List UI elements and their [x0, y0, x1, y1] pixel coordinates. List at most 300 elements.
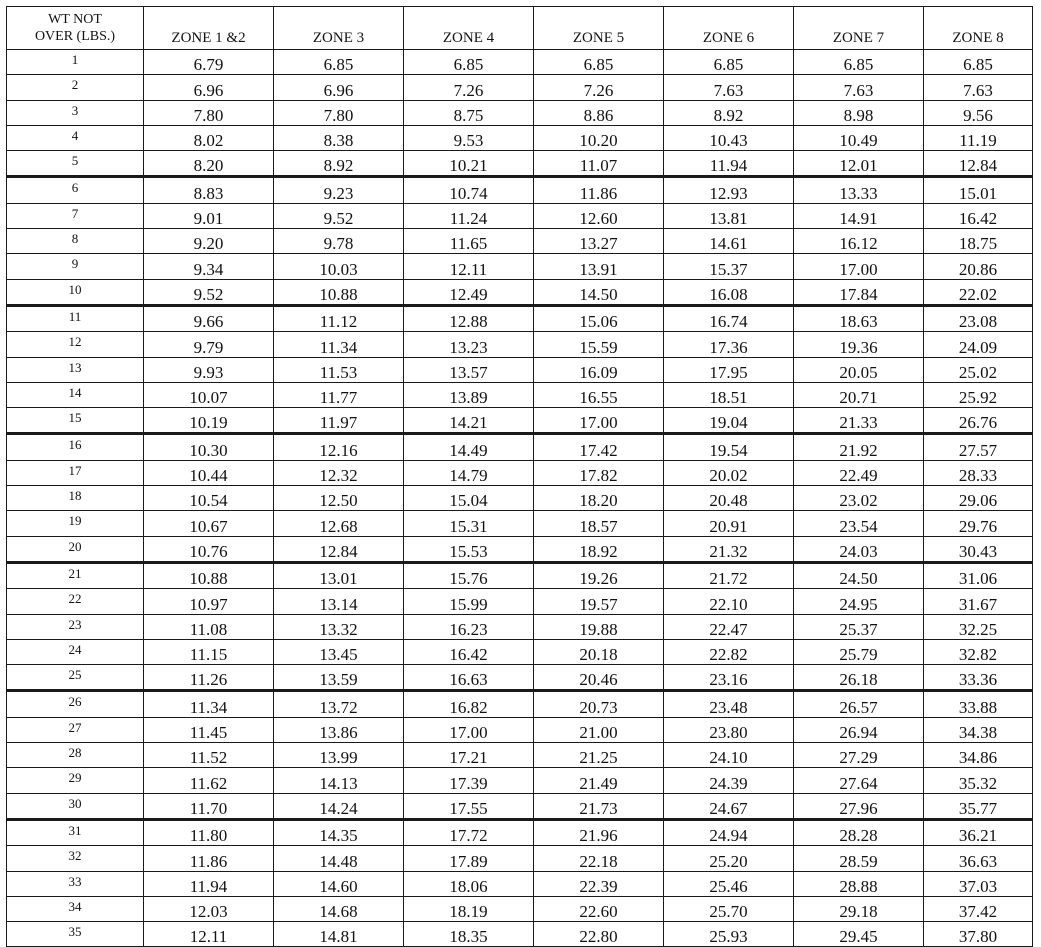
rate-cell: 14.21: [404, 408, 534, 434]
rate-cell: 37.42: [924, 896, 1033, 921]
rate-cell: 16.42: [404, 639, 534, 664]
rate-cell: 11.65: [404, 229, 534, 254]
rate-cell: 24.03: [794, 536, 924, 562]
rate-cell: 24.95: [794, 589, 924, 614]
rate-cell: 11.19: [924, 125, 1033, 150]
rate-cell: 27.64: [794, 768, 924, 793]
rate-cell: 11.07: [534, 151, 664, 177]
rate-cell: 11.52: [144, 743, 274, 768]
rate-cell: 23.02: [794, 486, 924, 511]
rate-cell: 12.84: [924, 151, 1033, 177]
rate-cell: 19.54: [664, 434, 794, 460]
weight-cell: 33: [7, 871, 144, 896]
weight-cell: 15: [7, 408, 144, 434]
rate-cell: 6.85: [404, 50, 534, 75]
table-row: [7, 382, 1033, 407]
rate-cell: 10.54: [144, 486, 274, 511]
rate-cell: 19.88: [534, 614, 664, 639]
table-row: [7, 125, 1033, 150]
rate-cell: 20.71: [794, 382, 924, 407]
weight-cell: 24: [7, 639, 144, 664]
rate-cell: 16.42: [924, 203, 1033, 228]
rate-cell: 19.57: [534, 589, 664, 614]
rate-cell: 29.45: [794, 922, 924, 947]
rate-cell: 12.16: [274, 434, 404, 460]
rate-cell: 10.44: [144, 460, 274, 485]
rate-cell: 14.79: [404, 460, 534, 485]
rate-cell: 15.76: [404, 562, 534, 588]
rate-cell: 14.24: [274, 793, 404, 819]
rate-cell: 25.46: [664, 871, 794, 896]
rate-cell: 13.27: [534, 229, 664, 254]
rate-cell: 6.85: [664, 50, 794, 75]
weight-cell: 35: [7, 922, 144, 947]
rate-cell: 24.94: [664, 819, 794, 845]
rate-cell: 15.06: [534, 305, 664, 331]
weight-cell: 8: [7, 229, 144, 254]
rate-cell: 20.86: [924, 254, 1033, 279]
rate-cell: 18.35: [404, 922, 534, 947]
rate-cell: 26.57: [794, 691, 924, 717]
rate-cell: 10.74: [404, 177, 534, 203]
rate-cell: 12.49: [404, 279, 534, 305]
rate-cell: 10.07: [144, 382, 274, 407]
rate-cell: 11.80: [144, 819, 274, 845]
rate-cell: 18.06: [404, 871, 534, 896]
table-row: [7, 50, 1033, 75]
table-row: [7, 203, 1033, 228]
rate-table: [6, 6, 1033, 947]
rate-cell: 8.92: [274, 151, 404, 177]
rate-cell: 31.06: [924, 562, 1033, 588]
rate-cell: 25.70: [664, 896, 794, 921]
table-row: [7, 536, 1033, 562]
rate-cell: 23.48: [664, 691, 794, 717]
weight-cell: 17: [7, 460, 144, 485]
rate-cell: 27.57: [924, 434, 1033, 460]
rate-cell: 29.06: [924, 486, 1033, 511]
table-row: [7, 871, 1033, 896]
rate-cell: 9.52: [144, 279, 274, 305]
rate-cell: 7.63: [924, 75, 1033, 100]
rate-cell: 21.32: [664, 536, 794, 562]
rate-cell: 23.16: [664, 665, 794, 691]
rate-cell: 8.92: [664, 100, 794, 125]
weight-cell: 32: [7, 846, 144, 871]
table-row: [7, 100, 1033, 125]
rate-cell: 6.85: [274, 50, 404, 75]
rate-cell: 13.14: [274, 589, 404, 614]
rate-cell: 23.08: [924, 305, 1033, 331]
rate-cell: 15.04: [404, 486, 534, 511]
rate-cell: 18.20: [534, 486, 664, 511]
rate-cell: 22.80: [534, 922, 664, 947]
rate-cell: 9.56: [924, 100, 1033, 125]
rate-cell: 32.82: [924, 639, 1033, 664]
rate-cell: 16.74: [664, 305, 794, 331]
rate-cell: 14.61: [664, 229, 794, 254]
rate-cell: 16.23: [404, 614, 534, 639]
rate-cell: 13.99: [274, 743, 404, 768]
rate-cell: 28.88: [794, 871, 924, 896]
rate-cell: 26.94: [794, 717, 924, 742]
rate-cell: 22.47: [664, 614, 794, 639]
rate-cell: 25.79: [794, 639, 924, 664]
weight-cell: 19: [7, 511, 144, 536]
rate-cell: 18.92: [534, 536, 664, 562]
rate-cell: 11.97: [274, 408, 404, 434]
rate-cell: 10.67: [144, 511, 274, 536]
rate-cell: 10.49: [794, 125, 924, 150]
rate-cell: 17.82: [534, 460, 664, 485]
rate-cell: 6.96: [144, 75, 274, 100]
rate-cell: 21.92: [794, 434, 924, 460]
table-row: [7, 846, 1033, 871]
rate-cell: 16.82: [404, 691, 534, 717]
rate-cell: 25.20: [664, 846, 794, 871]
rate-cell: 15.37: [664, 254, 794, 279]
rate-cell: 8.38: [274, 125, 404, 150]
rate-cell: 6.85: [794, 50, 924, 75]
table-header: [7, 7, 1033, 50]
rate-cell: 26.18: [794, 665, 924, 691]
rate-cell: 21.49: [534, 768, 664, 793]
table-row: [7, 639, 1033, 664]
weight-cell: 12: [7, 332, 144, 357]
rate-cell: 17.42: [534, 434, 664, 460]
table-row: [7, 408, 1033, 434]
rate-cell: 19.04: [664, 408, 794, 434]
rate-cell: 10.88: [274, 279, 404, 305]
rate-cell: 16.63: [404, 665, 534, 691]
rate-cell: 9.20: [144, 229, 274, 254]
rate-cell: 17.95: [664, 357, 794, 382]
rate-cell: 13.23: [404, 332, 534, 357]
rate-cell: 18.19: [404, 896, 534, 921]
rate-cell: 18.75: [924, 229, 1033, 254]
rate-cell: 15.53: [404, 536, 534, 562]
rate-cell: 9.34: [144, 254, 274, 279]
table-row: [7, 434, 1033, 460]
rate-cell: 21.00: [534, 717, 664, 742]
rate-cell: 35.32: [924, 768, 1033, 793]
weight-cell: 21: [7, 562, 144, 588]
rate-cell: 11.94: [664, 151, 794, 177]
table-row: [7, 305, 1033, 331]
rate-cell: 16.12: [794, 229, 924, 254]
rate-cell: 21.73: [534, 793, 664, 819]
rate-cell: 13.89: [404, 382, 534, 407]
rate-cell: 17.21: [404, 743, 534, 768]
rate-cell: 37.03: [924, 871, 1033, 896]
weight-cell: 26: [7, 691, 144, 717]
rate-cell: 34.86: [924, 743, 1033, 768]
rate-cell: 27.29: [794, 743, 924, 768]
rate-cell: 12.03: [144, 896, 274, 921]
rate-cell: 8.98: [794, 100, 924, 125]
weight-cell: 2: [7, 75, 144, 100]
rate-cell: 26.76: [924, 408, 1033, 434]
zone-column-header: ZONE 8: [924, 7, 1033, 50]
rate-cell: 11.24: [404, 203, 534, 228]
weight-cell: 7: [7, 203, 144, 228]
rate-cell: 12.32: [274, 460, 404, 485]
zone-column-header: ZONE 5: [534, 7, 664, 50]
rate-cell: 6.96: [274, 75, 404, 100]
rate-cell: 27.96: [794, 793, 924, 819]
table-row: [7, 922, 1033, 947]
rate-cell: 22.18: [534, 846, 664, 871]
rate-cell: 11.53: [274, 357, 404, 382]
rate-cell: 12.68: [274, 511, 404, 536]
rate-cell: 21.96: [534, 819, 664, 845]
rate-cell: 28.28: [794, 819, 924, 845]
rate-cell: 7.80: [274, 100, 404, 125]
weight-cell: 14: [7, 382, 144, 407]
rate-cell: 13.45: [274, 639, 404, 664]
rate-cell: 11.86: [144, 846, 274, 871]
weight-cell: 30: [7, 793, 144, 819]
table-row: [7, 614, 1033, 639]
rate-cell: 12.50: [274, 486, 404, 511]
table-row: [7, 460, 1033, 485]
rate-cell: 10.19: [144, 408, 274, 434]
rate-cell: 11.62: [144, 768, 274, 793]
rate-cell: 20.05: [794, 357, 924, 382]
rate-cell: 7.63: [794, 75, 924, 100]
rate-cell: 22.10: [664, 589, 794, 614]
table-row: [7, 279, 1033, 305]
rate-cell: 10.30: [144, 434, 274, 460]
rate-cell: 20.02: [664, 460, 794, 485]
table-row: [7, 562, 1033, 588]
rate-cell: 18.63: [794, 305, 924, 331]
rate-cell: 25.92: [924, 382, 1033, 407]
rate-cell: 10.43: [664, 125, 794, 150]
rate-cell: 9.01: [144, 203, 274, 228]
rate-cell: 14.48: [274, 846, 404, 871]
rate-cell: 13.33: [794, 177, 924, 203]
rate-cell: 9.79: [144, 332, 274, 357]
rate-cell: 25.93: [664, 922, 794, 947]
rate-cell: 33.88: [924, 691, 1033, 717]
rate-cell: 14.49: [404, 434, 534, 460]
rate-cell: 15.31: [404, 511, 534, 536]
rate-cell: 19.26: [534, 562, 664, 588]
rate-cell: 20.18: [534, 639, 664, 664]
rate-cell: 37.80: [924, 922, 1033, 947]
rate-cell: 11.70: [144, 793, 274, 819]
rate-cell: 17.55: [404, 793, 534, 819]
rate-cell: 17.00: [794, 254, 924, 279]
table-row: [7, 357, 1033, 382]
rate-cell: 6.85: [924, 50, 1033, 75]
rate-cell: 13.72: [274, 691, 404, 717]
rate-cell: 13.81: [664, 203, 794, 228]
zone-column-header: ZONE 3: [274, 7, 404, 50]
rate-cell: 11.34: [274, 332, 404, 357]
rate-cell: 17.39: [404, 768, 534, 793]
weight-cell: 6: [7, 177, 144, 203]
rate-cell: 8.02: [144, 125, 274, 150]
rate-cell: 20.48: [664, 486, 794, 511]
rate-cell: 6.79: [144, 50, 274, 75]
table-row: [7, 177, 1033, 203]
rate-cell: 14.91: [794, 203, 924, 228]
rate-cell: 29.18: [794, 896, 924, 921]
table-row: [7, 511, 1033, 536]
rate-cell: 24.50: [794, 562, 924, 588]
table-row: [7, 151, 1033, 177]
header-row: [7, 7, 1033, 50]
rate-cell: 22.60: [534, 896, 664, 921]
rate-cell: 13.01: [274, 562, 404, 588]
table-row: [7, 743, 1033, 768]
rate-cell: 20.91: [664, 511, 794, 536]
rate-cell: 28.33: [924, 460, 1033, 485]
rate-cell: 18.51: [664, 382, 794, 407]
table-row: [7, 793, 1033, 819]
table-row: [7, 75, 1033, 100]
rate-cell: 7.63: [664, 75, 794, 100]
rate-cell: 34.38: [924, 717, 1033, 742]
rate-cell: 9.52: [274, 203, 404, 228]
table-row: [7, 254, 1033, 279]
rate-cell: 14.68: [274, 896, 404, 921]
weight-cell: 22: [7, 589, 144, 614]
rate-cell: 13.91: [534, 254, 664, 279]
weight-cell: 13: [7, 357, 144, 382]
weight-cell: 23: [7, 614, 144, 639]
zone-column-header: ZONE 4: [404, 7, 534, 50]
weight-cell: 20: [7, 536, 144, 562]
rate-cell: 17.36: [664, 332, 794, 357]
rate-cell: 11.26: [144, 665, 274, 691]
rate-cell: 24.10: [664, 743, 794, 768]
rate-cell: 7.26: [534, 75, 664, 100]
rate-cell: 31.67: [924, 589, 1033, 614]
rate-cell: 12.84: [274, 536, 404, 562]
rate-cell: 14.81: [274, 922, 404, 947]
rate-cell: 9.53: [404, 125, 534, 150]
weight-cell: 27: [7, 717, 144, 742]
rate-cell: 11.34: [144, 691, 274, 717]
rate-cell: 28.59: [794, 846, 924, 871]
rate-cell: 12.11: [144, 922, 274, 947]
rate-cell: 8.86: [534, 100, 664, 125]
table-row: [7, 691, 1033, 717]
zone-column-header: ZONE 6: [664, 7, 794, 50]
weight-cell: 1: [7, 50, 144, 75]
table-row: [7, 589, 1033, 614]
rate-cell: 8.75: [404, 100, 534, 125]
weight-cell: 5: [7, 151, 144, 177]
rate-cell: 23.54: [794, 511, 924, 536]
rate-cell: 20.73: [534, 691, 664, 717]
weight-cell: 31: [7, 819, 144, 845]
rate-cell: 8.83: [144, 177, 274, 203]
table-row: [7, 768, 1033, 793]
rate-cell: 16.09: [534, 357, 664, 382]
rate-cell: 13.86: [274, 717, 404, 742]
rate-cell: 13.32: [274, 614, 404, 639]
rate-cell: 14.13: [274, 768, 404, 793]
weight-cell: 25: [7, 665, 144, 691]
rate-cell: 35.77: [924, 793, 1033, 819]
rate-cell: 14.35: [274, 819, 404, 845]
rate-cell: 11.08: [144, 614, 274, 639]
table-row: [7, 332, 1033, 357]
rate-cell: 15.01: [924, 177, 1033, 203]
rate-cell: 11.15: [144, 639, 274, 664]
rate-cell: 10.97: [144, 589, 274, 614]
rate-cell: 7.26: [404, 75, 534, 100]
rate-cell: 10.76: [144, 536, 274, 562]
rate-cell: 11.77: [274, 382, 404, 407]
rate-cell: 30.43: [924, 536, 1033, 562]
rate-cell: 11.86: [534, 177, 664, 203]
weight-cell: 29: [7, 768, 144, 793]
rate-cell: 22.02: [924, 279, 1033, 305]
rate-cell: 25.37: [794, 614, 924, 639]
rate-cell: 24.67: [664, 793, 794, 819]
rate-cell: 10.20: [534, 125, 664, 150]
rate-cell: 9.23: [274, 177, 404, 203]
weight-cell: 18: [7, 486, 144, 511]
table-row: [7, 819, 1033, 845]
rate-cell: 13.59: [274, 665, 404, 691]
rate-cell: 17.72: [404, 819, 534, 845]
table-row: [7, 665, 1033, 691]
table-body: [7, 50, 1033, 947]
rate-cell: 17.89: [404, 846, 534, 871]
weight-cell: 28: [7, 743, 144, 768]
rate-cell: 7.80: [144, 100, 274, 125]
rate-cell: 15.59: [534, 332, 664, 357]
rate-cell: 8.20: [144, 151, 274, 177]
rate-cell: 21.33: [794, 408, 924, 434]
rate-cell: 17.00: [404, 717, 534, 742]
rate-cell: 24.39: [664, 768, 794, 793]
table-row: [7, 896, 1033, 921]
rate-cell: 11.94: [144, 871, 274, 896]
rate-cell: 32.25: [924, 614, 1033, 639]
rate-cell: 16.08: [664, 279, 794, 305]
rate-cell: 17.00: [534, 408, 664, 434]
rate-cell: 12.60: [534, 203, 664, 228]
rate-cell: 25.02: [924, 357, 1033, 382]
weight-cell: 3: [7, 100, 144, 125]
rate-cell: 10.03: [274, 254, 404, 279]
weight-column-header: [7, 7, 144, 50]
rate-cell: 12.88: [404, 305, 534, 331]
rate-cell: 12.01: [794, 151, 924, 177]
weight-header-line-2: OVER (LBS.): [34, 29, 116, 44]
rate-cell: 19.36: [794, 332, 924, 357]
rate-cell: 23.80: [664, 717, 794, 742]
rate-cell: 15.99: [404, 589, 534, 614]
weight-cell: 10: [7, 279, 144, 305]
rate-cell: 21.72: [664, 562, 794, 588]
rate-cell: 17.84: [794, 279, 924, 305]
rate-cell: 16.55: [534, 382, 664, 407]
rate-cell: 21.25: [534, 743, 664, 768]
rate-cell: 9.78: [274, 229, 404, 254]
table-row: [7, 717, 1033, 742]
zone-column-header: ZONE 7: [794, 7, 924, 50]
rate-cell: 6.85: [534, 50, 664, 75]
rate-cell: 9.93: [144, 357, 274, 382]
